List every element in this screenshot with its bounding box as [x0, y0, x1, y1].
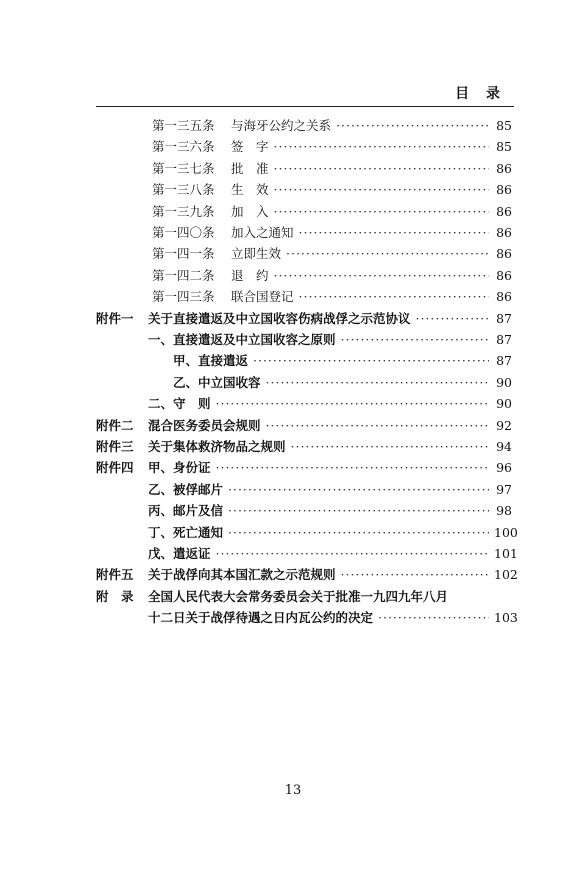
toc-entry-article[interactable]: [0, 223, 586, 243]
entry-title: 加入之通知: [231, 225, 294, 240]
entry-title: 混合医务委员会规则: [148, 417, 261, 433]
toc-entry-annex[interactable]: [0, 565, 586, 585]
article-number: 第一四二条: [152, 267, 215, 283]
entry-title: 丙、邮片及信: [148, 503, 224, 519]
toc-entry-article[interactable]: [0, 244, 586, 264]
entry-line: [148, 416, 512, 436]
entry-line: [148, 501, 512, 521]
toc-entry-appendix-cont[interactable]: [0, 608, 586, 628]
entry-line: [231, 137, 512, 157]
toc-entry-annex[interactable]: [0, 501, 586, 521]
entry-title: 立即生效: [231, 246, 282, 262]
entry-line: [148, 394, 512, 414]
article-number: 第一三七条: [152, 160, 215, 176]
dot-leader: [274, 202, 489, 222]
entry-line: [231, 116, 512, 136]
article-number: 第一三五条: [152, 118, 215, 133]
entry-page: 92: [496, 417, 512, 433]
entry-page: 86: [496, 225, 512, 240]
entry-line: [148, 437, 512, 457]
dot-leader: [228, 501, 489, 521]
annex-label: 附件五: [96, 567, 134, 583]
entry-line: [148, 458, 512, 478]
entry-line: [231, 223, 512, 243]
toc-entry-annex[interactable]: [0, 416, 586, 436]
entry-title: 批 准: [231, 160, 269, 176]
annex-label: 附件二: [96, 417, 134, 433]
entry-title: 乙、被俘邮片: [148, 481, 224, 497]
appendix-title-line2: 十二日关于战俘待遇之日内瓦公约的决定: [148, 610, 374, 626]
dot-leader: [336, 116, 489, 136]
dot-leader: [341, 330, 489, 350]
article-number: 第一三八条: [152, 182, 215, 198]
entry-title: 退 约: [231, 267, 269, 283]
entry-title: 一、直接遣返及中立国收容之原则: [148, 332, 336, 347]
entry-title: 甲、直接遣返: [173, 353, 249, 369]
entry-line: [231, 202, 512, 222]
entry-page: 101: [494, 546, 518, 561]
toc-entry-article[interactable]: [0, 159, 586, 179]
entry-line: [231, 244, 512, 264]
entry-page: 87: [496, 353, 512, 369]
entry-page: 103: [494, 610, 518, 626]
dot-leader: [341, 565, 489, 585]
entry-page: 86: [496, 203, 512, 219]
entry-title: 丁、死亡通知: [148, 524, 224, 540]
entry-title: 乙、中立国收容: [173, 374, 261, 390]
entry-page: 96: [496, 460, 512, 476]
entry-line: [148, 608, 518, 628]
entry-line: [231, 287, 512, 307]
entry-page: 86: [496, 182, 512, 198]
entry-title: 与海牙公约之关系: [231, 118, 332, 133]
dot-leader: [216, 458, 489, 478]
dot-leader: [291, 437, 489, 457]
dot-leader: [266, 373, 489, 393]
article-number: 第一四〇条: [152, 225, 215, 240]
dot-leader: [216, 394, 489, 414]
toc-entry-article[interactable]: [0, 202, 586, 222]
appendix-title-line1: 全国人民代表大会常务委员会关于批准一九四九年八月: [148, 588, 449, 604]
toc-entry-annex[interactable]: [0, 330, 586, 350]
entry-title: 关于战俘向其本国汇款之示范规则: [148, 567, 336, 583]
entry-title: 签 字: [231, 139, 269, 155]
toc-entry-annex[interactable]: [0, 309, 586, 329]
entry-page: 98: [496, 503, 512, 519]
entry-title: 关于集体救济物品之规则: [148, 439, 286, 454]
entry-page: 87: [496, 332, 512, 347]
dot-leader: [286, 244, 489, 264]
header-rule: [96, 106, 514, 107]
toc-entry-article[interactable]: [0, 116, 586, 136]
toc-entry-article[interactable]: [0, 266, 586, 286]
entry-page: 90: [496, 374, 512, 390]
entry-page: 97: [496, 481, 512, 497]
entry-title: 生 效: [231, 182, 269, 198]
dot-leader: [266, 416, 489, 436]
article-number: 第一三九条: [152, 203, 215, 219]
toc-entry-article[interactable]: [0, 180, 586, 200]
toc-entry-annex[interactable]: [0, 480, 586, 500]
entry-page: 90: [496, 396, 512, 412]
entry-line: [231, 266, 512, 286]
dot-leader: [299, 287, 489, 307]
entry-title: 加 入: [231, 203, 269, 219]
entry-line: [148, 330, 512, 350]
dot-leader: [274, 266, 489, 286]
toc-entry-annex[interactable]: [0, 394, 586, 414]
dot-leader: [378, 608, 489, 628]
dot-leader: [216, 544, 489, 564]
dot-leader: [274, 180, 489, 200]
dot-leader: [274, 159, 489, 179]
entry-page: 85: [496, 118, 512, 133]
dot-leader: [253, 351, 489, 371]
annex-label: 附件四: [96, 460, 134, 476]
entry-title: 甲、身份证: [148, 460, 211, 476]
entry-line: [148, 544, 518, 564]
article-number: 第一三六条: [152, 139, 215, 155]
entry-line: [173, 351, 512, 371]
toc-entry-annex[interactable]: [0, 437, 586, 457]
toc-entry-article[interactable]: [0, 287, 586, 307]
appendix-label: 附 录: [96, 588, 134, 604]
entry-title: 二、守 则: [148, 396, 211, 412]
toc-entry-annex[interactable]: [0, 458, 586, 478]
page-number: 13: [284, 783, 302, 798]
entry-page: 100: [494, 524, 518, 540]
toc-entry-annex[interactable]: [0, 544, 586, 564]
toc-entry-annex[interactable]: [0, 523, 586, 543]
annex-label: 附件一: [96, 310, 134, 326]
entry-page: 94: [496, 439, 512, 454]
entry-line: [173, 373, 512, 393]
entry-page: 86: [496, 267, 512, 283]
annex-label: 附件三: [96, 439, 134, 454]
entry-page: 86: [496, 160, 512, 176]
dot-leader: [228, 523, 489, 543]
entry-page: 85: [496, 139, 512, 155]
toc-entry-annex[interactable]: [0, 373, 586, 393]
entry-title: 联合国登记: [231, 289, 294, 305]
article-number: 第一四一条: [152, 246, 215, 262]
running-header-title: 目 录: [455, 86, 506, 102]
entry-page: 86: [496, 289, 512, 305]
entry-page: 87: [496, 310, 512, 326]
toc-entry-article[interactable]: [0, 137, 586, 157]
entry-line: [148, 565, 518, 585]
entry-line: [231, 180, 512, 200]
entry-line: [148, 480, 512, 500]
entry-line: [148, 523, 518, 543]
dot-leader: [228, 480, 489, 500]
entry-title: 关于直接遣返及中立国收容伤病战俘之示范协议: [148, 310, 411, 326]
entry-line: [231, 159, 512, 179]
entry-title: 戊、遣返证: [148, 546, 211, 561]
entry-line: [148, 309, 512, 329]
article-number: 第一四三条: [152, 289, 215, 305]
entry-page: 102: [494, 567, 518, 583]
dot-leader: [299, 223, 489, 243]
toc-entry-annex[interactable]: [0, 351, 586, 371]
dot-leader: [274, 137, 489, 157]
dot-leader: [416, 309, 489, 329]
entry-page: 86: [496, 246, 512, 262]
toc-entry-appendix[interactable]: [0, 587, 586, 607]
